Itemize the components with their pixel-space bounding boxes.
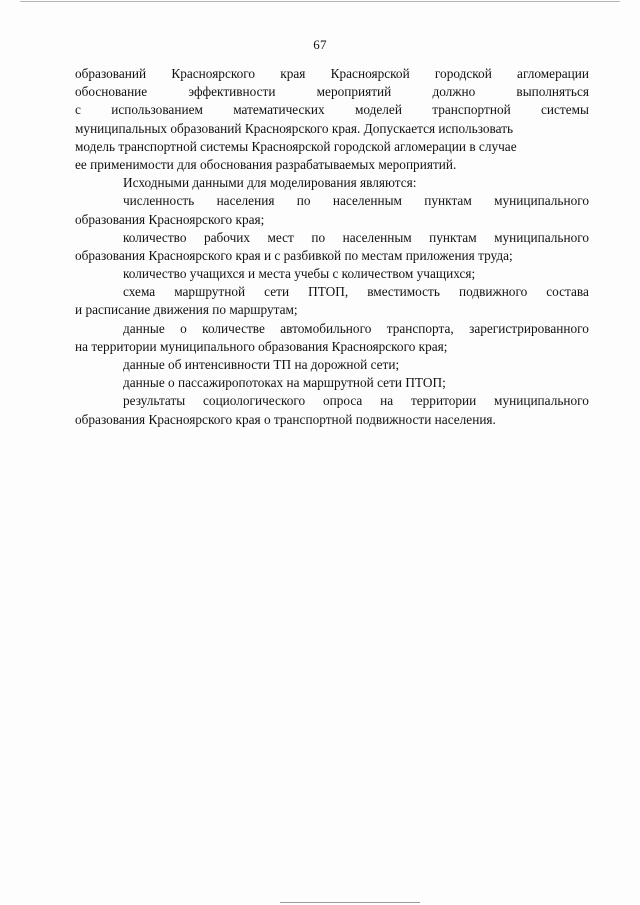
bottom-edge-line	[280, 902, 420, 903]
word: рабочих	[203, 229, 251, 245]
word: вместимость	[367, 284, 440, 300]
word: обоснование	[75, 84, 148, 100]
list-item-line	[75, 392, 589, 410]
word: о	[180, 320, 187, 336]
text-line: и расписание движения по маршрутам;	[75, 302, 298, 318]
word: системы	[541, 102, 589, 118]
word: населенным	[342, 229, 412, 245]
word: Красноярского	[171, 66, 256, 81]
top-edge-line	[20, 1, 620, 2]
word: с	[75, 102, 81, 118]
page-number: 67	[313, 37, 327, 52]
word: пунктам	[429, 229, 477, 245]
word: ПТОП,	[308, 284, 349, 300]
word: численность	[123, 193, 195, 209]
word: пунктам	[424, 193, 472, 209]
word: муниципального	[494, 193, 589, 209]
list-item-line	[75, 229, 589, 247]
word: мест	[267, 229, 294, 245]
word: количестве	[202, 320, 265, 336]
list-item-line: данные о пассажиропотоках на маршрутной сети ПТОП;	[123, 375, 446, 391]
word: по	[296, 193, 311, 209]
word: моделей	[354, 102, 402, 118]
word: опроса	[322, 393, 363, 409]
word: агломерации	[517, 66, 589, 81]
list-item-line	[75, 192, 589, 210]
word: выполняться	[516, 84, 589, 100]
word: образований	[75, 66, 147, 81]
text-line	[75, 101, 589, 119]
text-line: образования Красноярского края и с разбивкой по местам приложения труда;	[75, 247, 513, 263]
word: эффективности	[188, 84, 276, 100]
body-text	[75, 65, 589, 429]
word: муниципального	[494, 229, 589, 245]
word: подвижного	[458, 284, 528, 300]
text-line: ее применимости для обоснования разрабатываемых мероприятий.	[75, 156, 457, 172]
word: по	[311, 229, 326, 245]
word: сети	[264, 284, 290, 300]
text-line	[75, 65, 589, 83]
text-line: на территории муниципального образования Красноярского края;	[75, 338, 448, 354]
word: результаты	[123, 393, 186, 409]
text-line: образования Красноярского края;	[75, 211, 265, 227]
word: территории	[410, 393, 477, 409]
text-line: образования Красноярского края о транспортной подвижности населения.	[75, 411, 496, 427]
word: должно	[432, 84, 476, 100]
list-item-line	[75, 283, 589, 301]
word: состава	[546, 284, 589, 300]
word: населения	[216, 193, 275, 209]
text-line: муниципальных образований Красноярского края. Допускается использовать	[75, 120, 514, 136]
word: данные	[123, 320, 165, 336]
word: зарегистрированного	[469, 320, 589, 336]
list-item-line	[75, 320, 589, 338]
word: муниципального	[494, 393, 589, 409]
word: количество	[123, 229, 187, 245]
word: использованием	[111, 102, 203, 118]
list-item-line: количество учащихся и места учебы с количеством учащихся;	[123, 266, 476, 282]
word: края	[280, 66, 306, 81]
word: схема	[123, 284, 156, 300]
paragraph-heading: Исходными данными для моделирования являются:	[123, 175, 417, 191]
word: на	[380, 393, 394, 409]
word: транспорта,	[386, 320, 454, 336]
text-line: модель транспортной системы Красноярской городской агломерации в случае	[75, 138, 517, 154]
word: мероприятий	[316, 84, 392, 100]
word: маршрутной	[174, 284, 246, 300]
word: автомобильного	[280, 320, 372, 336]
list-item-line: данные об интенсивности ТП на дорожной сети;	[123, 357, 400, 372]
word: математических	[233, 102, 325, 118]
word: населенным	[332, 193, 402, 209]
word: Красноярской	[330, 66, 410, 81]
text-line	[75, 83, 589, 101]
word: городской	[434, 66, 492, 81]
word: социологического	[203, 393, 306, 409]
word: транспортной	[432, 102, 511, 118]
